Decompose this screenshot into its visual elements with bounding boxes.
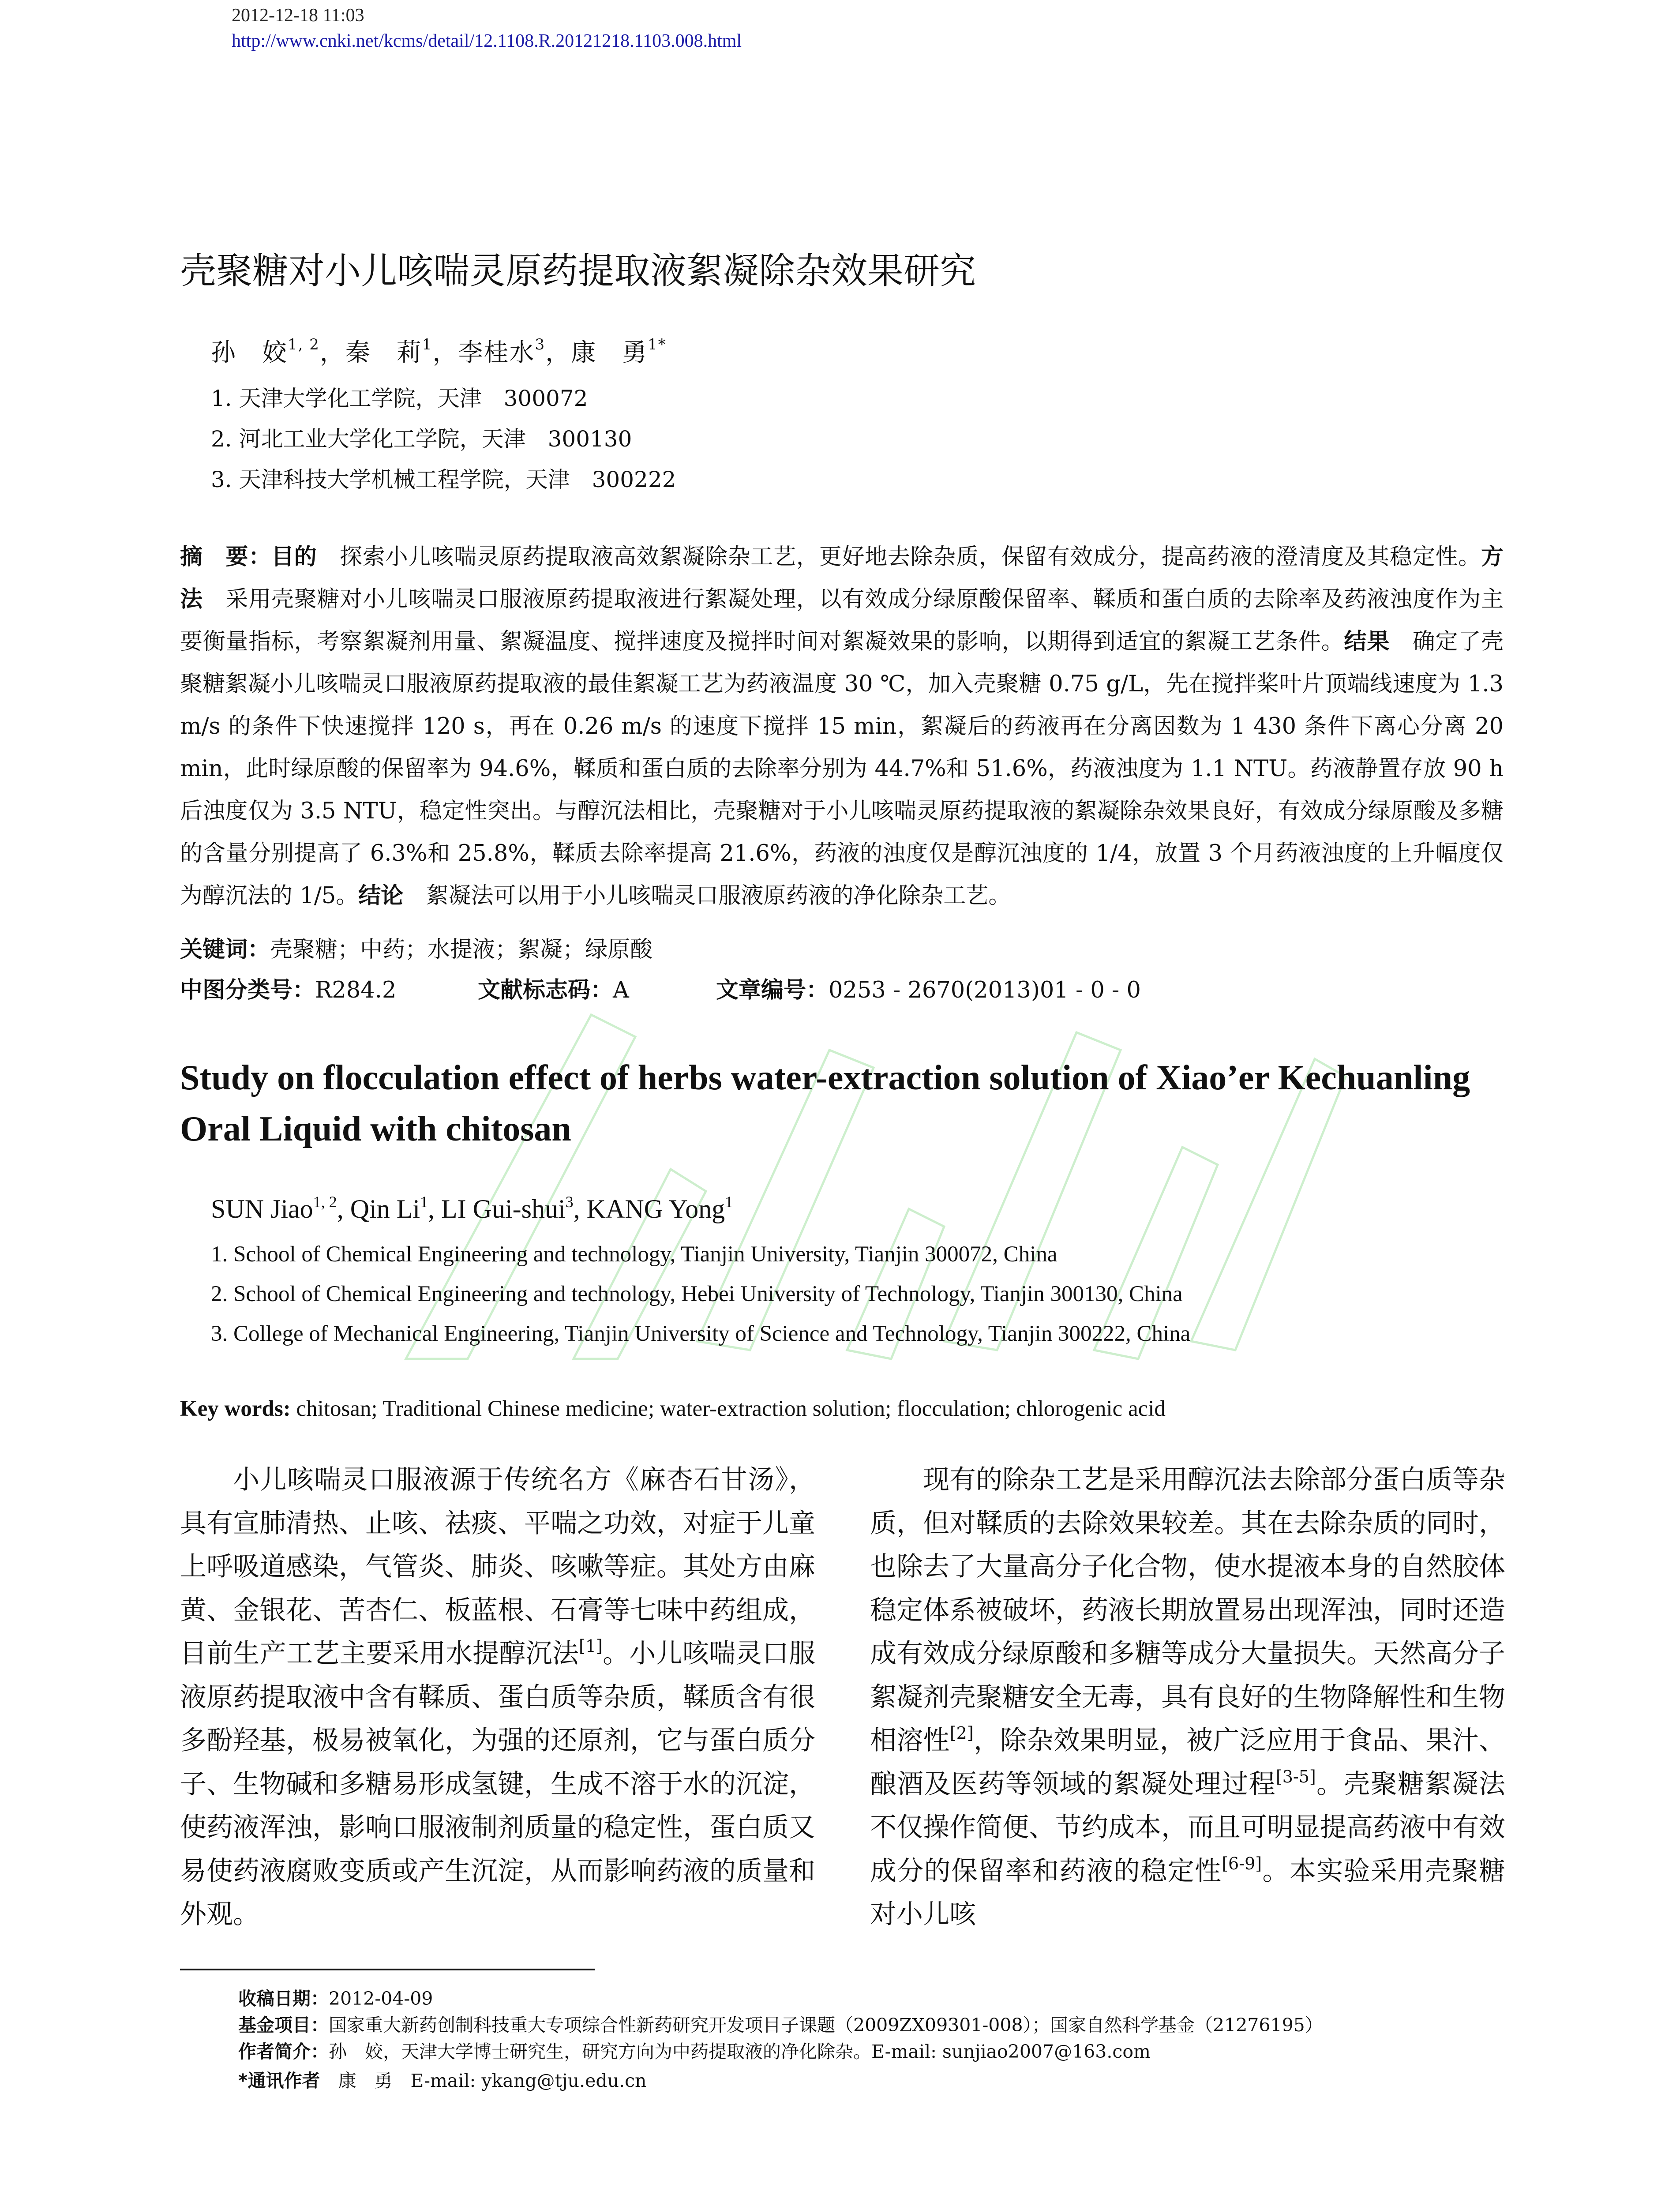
affiliation-cn-1: 1. 天津大学化工学院，天津 300072 [211, 386, 588, 411]
citation-ref[interactable]: [6-9] [1222, 1853, 1262, 1873]
affiliation-en-2: 2. School of Chemical Engineering and technology, Hebei University of Technology, Tianjin 300130, China [211, 1282, 1183, 1306]
corresponding-text: 康 勇 E-mail: ykang@tju.edu.cn [320, 2070, 647, 2091]
citation-ref[interactable]: [2] [949, 1723, 974, 1743]
author-name: 李桂水 [458, 338, 535, 367]
affiliation-en-1: 1. School of Chemical Engineering and technology, Tianjin University, Tianjin 300072, China [211, 1242, 1058, 1267]
author-affiliation-sup: 1, 2 [288, 336, 320, 353]
fund-text: 国家重大新药创制科技重大专项综合性新药研究开发项目子课题（2009ZX09301-008）；国家自然科学基金（21276195） [329, 2015, 1323, 2036]
footnote-received [238, 1985, 433, 2012]
received-date: 2012-04-09 [329, 1988, 433, 2009]
objective-label: 目的 [271, 544, 317, 570]
results-text: 确定了壳聚糖絮凝小儿咳喘灵口服液原药提取液的最佳絮凝工艺为药液温度 30 ℃，加入壳聚糖 0.75 g/L，先在搅拌桨叶片顶端线速度为 1.3 m/s 的条件下快速搅拌 120 s，再在 0.26 m/s 的速度下搅拌 15 min，絮凝后的药液再在分离因数为 1 430 条件下离心分离 20 min，此时绿原酸的保留率为 94.6%，鞣质和蛋白质的去除率分别为 44.7%和 51.6%，药液浊度为 1.1 NTU。药液静置存放 90 h 后浊度仅为 3.5 NTU，稳定性突出。与醇沉法相比，壳聚糖对于小儿咳喘灵原药提取液的絮凝除杂效果良好，有效成分绿原酸及多糖的含量分别提高了 6.3%和 25.8%，鞣质去除率提高 21.6%，药液的浊度仅是醇沉浊度的 1/4，放置 3 个月药液浊度的上升幅度仅为醇沉法的 1/5。 [180, 629, 1504, 909]
article-title-cn: 壳聚糖对小儿咳喘灵原药提取液絮凝除杂效果研究 [180, 250, 976, 292]
citation-ref[interactable]: [1] [579, 1636, 603, 1656]
body-column-left [180, 1458, 815, 1936]
author-name: 康 勇 [571, 338, 648, 367]
keywords-en-label: Key words: [180, 1396, 291, 1421]
author-bio-label: 作者简介： [238, 2041, 329, 2062]
methods-label: 方法 [180, 544, 1504, 612]
footnote-author-bio [238, 2038, 1151, 2065]
authors-cn [211, 335, 667, 371]
author-name: KANG Yong [586, 1194, 725, 1223]
body-text: 。小儿咳喘灵口服液原药提取液中含有鞣质、蛋白质等杂质，鞣质含有很多酚羟基，极易被氧化，为强的还原剂，它与蛋白质分子、生物碱和多糖易形成氢键，生成不溶于水的沉淀，使药液浑浊，影响口服液制剂质量的稳定性，蛋白质又易使药液腐败变质或产生沉淀，从而影响药液的质量和外观。 [180, 1638, 816, 1930]
body-text: 现有的除杂工艺是采用醇沉法去除部分蛋白质等杂质，但对鞣质的去除效果较差。其在去除杂质的同时，也除去了大量高分子化合物，使水提液本身的自然胶体稳定体系被破坏，药液长期放置易出现浑浊，同时还造成有效成分绿原酸和多糖等成分大量损失。天然高分子絮凝剂壳聚糖安全无毒，具有良好的生物降解性和生物相溶性 [870, 1464, 1505, 1756]
affiliation-en-3: 3. College of Mechanical Engineering, Tianjin University of Science and Technology, Tianjin 300222, China [211, 1321, 1191, 1346]
author-affiliation-sup: 1* [648, 336, 667, 353]
author-affiliation-sup: 1 [420, 1193, 428, 1211]
article-title-en: Study on flocculation effect of herbs water-extraction solution of Xiao’er Kechuanling Oral Liquid with chitosan [180, 1058, 1470, 1148]
keywords-en-value: chitosan; Traditional Chinese medicine; water-extraction solution; flocculation; chlorogenic acid [290, 1396, 1166, 1421]
conclusion-text: 絮凝法可以用于小儿咳喘灵口服液原药液的净化除杂工艺。 [403, 883, 1011, 909]
article-number [716, 975, 1141, 1006]
body-text: 。壳聚糖絮凝法不仅操作简便、节约成本，而且可明显提高药液中有效成分的保留率和药液的稳定性 [870, 1768, 1506, 1887]
results-label: 结果 [1344, 629, 1390, 655]
footnote-corresponding [238, 2067, 646, 2094]
author-name: 秦 莉 [345, 338, 422, 367]
author-separator: ， [319, 338, 345, 367]
author-separator: , [337, 1194, 350, 1223]
author-affiliation-sup: 3 [565, 1193, 574, 1211]
keywords-en [180, 1393, 1166, 1424]
document-code [478, 975, 629, 1006]
keywords-cn [180, 934, 652, 965]
conclusion-label: 结论 [358, 883, 404, 909]
footnote-divider [180, 1969, 595, 1970]
body-text: ，除杂效果明显，被广泛应用于食品、果汁、酿酒及医药等领域的絮凝处理过程 [870, 1725, 1506, 1800]
doc-code-label: 文献标志码： [478, 977, 613, 1003]
author-separator: ， [545, 338, 571, 367]
received-label: 收稿日期： [238, 1988, 329, 2009]
fund-label: 基金项目： [238, 2015, 329, 2036]
affiliation-cn-3: 3. 天津科技大学机械工程学院，天津 300222 [211, 467, 676, 492]
abstract-cn [180, 536, 1504, 917]
article-number-label: 文章编号： [716, 977, 829, 1003]
author-name: Qin Li [350, 1194, 420, 1223]
methods-text: 采用壳聚糖对小儿咳喘灵口服液原药提取液进行絮凝处理，以有效成分绿原酸保留率、鞣质和蛋白质的去除率及药液浊度作为主要衡量指标，考察絮凝剂用量、絮凝温度、搅拌速度及搅拌时间对絮凝效果的影响，以期得到适宜的絮凝工艺条件。 [180, 586, 1504, 655]
authors-en [211, 1191, 733, 1227]
author-name: SUN Jiao [211, 1194, 313, 1223]
body-text: 。本实验采用壳聚糖对小儿咳 [870, 1855, 1506, 1930]
author-name: LI Gui-shui [441, 1194, 566, 1223]
body-text: 小儿咳喘灵口服液源于传统名方《麻杏石甘汤》，具有宣肺清热、止咳、祛痰、平喘之功效，对症于儿童上呼吸道感染，气管炎、肺炎、咳嗽等症。其处方由麻黄、金银花、苦杏仁、板蓝根、石膏等七味中药组成，目前生产工艺主要采用水提醇沉法 [180, 1464, 815, 1669]
clc-label: 中图分类号： [180, 977, 315, 1003]
clc-number [180, 975, 396, 1006]
affiliation-cn-2: 2. 河北工业大学化工学院，天津 300130 [211, 426, 632, 452]
corresponding-label: *通讯作者 [238, 2070, 320, 2091]
citation-ref[interactable]: [3-5] [1275, 1767, 1316, 1786]
author-affiliation-sup: 1 [422, 336, 433, 353]
keywords-cn-label: 关键词： [180, 937, 270, 963]
author-separator: , [573, 1194, 587, 1223]
author-separator: ， [432, 338, 458, 367]
author-bio-text: 孙 姣，天津大学博士研究生，研究方向为中药提取液的净化除杂。E-mail: sunjiao2007@163.com [329, 2041, 1151, 2062]
author-affiliation-sup: 1, 2 [313, 1193, 337, 1211]
header-url-link[interactable]: http://www.cnki.net/kcms/detail/12.1108.R.20121218.1103.008.html [232, 31, 742, 51]
author-affiliation-sup: 1 [725, 1193, 733, 1211]
body-column-right [870, 1458, 1505, 1936]
clc-value: R284.2 [315, 977, 397, 1003]
article-number-value: 0253 - 2670(2013)01 - 0 - 0 [829, 977, 1141, 1003]
author-separator: , [428, 1194, 442, 1223]
author-name: 孙 姣 [211, 338, 288, 367]
author-affiliation-sup: 3 [535, 336, 546, 353]
abstract-label: 摘 要： [180, 544, 271, 570]
objective-text: 探索小儿咳喘灵原药提取液高效絮凝除杂工艺，更好地去除杂质，保留有效成分，提高药液的澄清度及其稳定性。 [317, 544, 1481, 570]
header-timestamp: 2012-12-18 11:03 [232, 5, 364, 26]
footnote-fund [238, 2012, 1323, 2038]
doc-code-value: A [613, 977, 629, 1003]
keywords-cn-value: 壳聚糖；中药；水提液；絮凝；绿原酸 [270, 937, 653, 963]
